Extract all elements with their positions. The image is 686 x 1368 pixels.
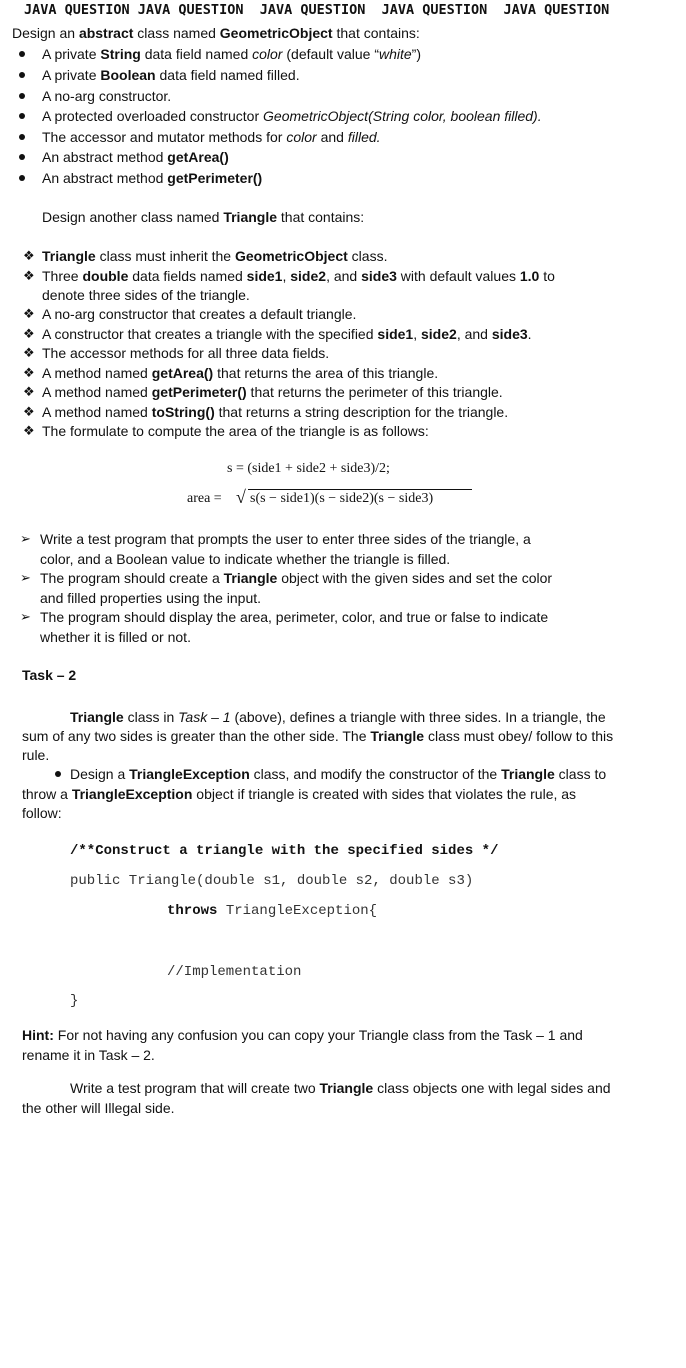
diamond-bullet-icon: ❖	[23, 404, 35, 419]
code-close-brace: }	[70, 993, 79, 1009]
bullet-item: A private String data field named color (default value “white”)	[42, 46, 421, 62]
test-item: The program should display the area, perimeter, color, and true or false to indicate	[40, 609, 549, 625]
code-throws: throws TriangleException{	[167, 903, 378, 919]
triangle-item: The accessor methods for all three data fields.	[42, 345, 330, 361]
task2-bullet-line: throw a TriangleException object if triangle is created with sides that violates the rule, as	[22, 786, 577, 802]
code-comment: /**Construct a triangle with the specified sides */	[70, 843, 499, 859]
bullet-icon	[19, 51, 25, 57]
bullet-icon	[19, 93, 25, 99]
diamond-bullet-icon: ❖	[23, 423, 35, 438]
final-para-line: the other will Illegal side.	[22, 1100, 175, 1116]
bullet-icon	[19, 175, 25, 181]
triangle-item: A constructor that creates a triangle with the specified side1, side2, and side3.	[42, 326, 532, 342]
triangle-item: Three double data fields named side1, side2, and side3 with default values 1.0 to	[42, 268, 555, 284]
diamond-bullet-icon: ❖	[23, 268, 35, 283]
triangle-item: A no-arg constructor that creates a default triangle.	[42, 306, 357, 322]
code-signature: public Triangle(double s1, double s2, double s3)	[70, 873, 474, 889]
hint-line: Hint: For not having any confusion you can copy your Triangle class from the Task – 1 and	[22, 1027, 583, 1043]
bullet-icon	[19, 72, 25, 78]
test-item-cont: color, and a Boolean value to indicate whether the triangle is filled.	[40, 551, 451, 567]
bullet-item: An abstract method getPerimeter()	[42, 170, 263, 186]
final-para-line: Write a test program that will create two Triangle class objects one with legal sides and	[70, 1080, 611, 1096]
area-formula-lhs: area =	[187, 491, 222, 506]
test-item: The program should create a Triangle object with the given sides and set the color	[40, 570, 553, 586]
triangle-item: A method named getArea() that returns the area of this triangle.	[42, 365, 439, 381]
task2-title: Task – 2	[22, 667, 77, 683]
bullet-item: The accessor and mutator methods for color and filled.	[42, 129, 381, 145]
task2-bullet-line: follow:	[22, 805, 62, 821]
triangle-item: A method named getPerimeter() that returns the perimeter of this triangle.	[42, 384, 503, 400]
diamond-bullet-icon: ❖	[23, 248, 35, 263]
bullet-item: An abstract method getArea()	[42, 149, 229, 165]
task2-para-line: sum of any two sides is greater than the other side. The Triangle class must obey/ follow to this	[22, 728, 614, 744]
triangle-item: A method named toString() that returns a string description for the triangle.	[42, 404, 509, 420]
diamond-bullet-icon: ❖	[23, 345, 35, 360]
task2-para-line: Triangle class in Task – 1 (above), defines a triangle with three sides. In a triangle, the	[70, 709, 606, 725]
task2-bullet-line: Design a TriangleException class, and modify the constructor of the Triangle class to	[70, 766, 607, 782]
bullet-item: A private Boolean data field named filled.	[42, 67, 300, 83]
bullet-icon	[55, 771, 61, 777]
area-formula-radicand: s(s − side1)(s − side2)(s − side3)	[250, 491, 434, 506]
triangle-item: Triangle class must inherit the GeometricObject class.	[42, 248, 388, 264]
bullet-icon	[19, 154, 25, 160]
diamond-bullet-icon: ❖	[23, 326, 35, 341]
sqrt-icon: √	[236, 487, 246, 507]
arrow-bullet-icon: ➢	[20, 609, 31, 624]
task2-para-line: rule.	[22, 747, 50, 763]
semiperimeter-formula: s = (side1 + side2 + side3)/2;	[227, 461, 390, 476]
arrow-bullet-icon: ➢	[20, 531, 31, 546]
task1-intro: Design an abstract class named GeometricObject that contains:	[12, 25, 420, 41]
triangle-item: The formulate to compute the area of the triangle is as follows:	[42, 423, 429, 439]
hint-line: rename it in Task – 2.	[22, 1047, 155, 1063]
bullet-item: A protected overloaded constructor GeometricObject(String color, boolean filled).	[42, 108, 542, 124]
diamond-bullet-icon: ❖	[23, 306, 35, 321]
test-item-cont: whether it is filled or not.	[40, 629, 191, 645]
triangle-intro: Design another class named Triangle that contains:	[42, 209, 365, 225]
page-header: JAVA QUESTION JAVA QUESTION JAVA QUESTION JAVA QUESTION JAVA QUESTION	[24, 2, 610, 18]
test-item: Write a test program that prompts the user to enter three sides of the triangle, a	[40, 531, 531, 547]
sqrt-bar	[248, 489, 472, 490]
arrow-bullet-icon: ➢	[20, 570, 31, 585]
diamond-bullet-icon: ❖	[23, 384, 35, 399]
bullet-icon	[19, 134, 25, 140]
bullet-icon	[19, 113, 25, 119]
test-item-cont: and filled properties using the input.	[40, 590, 262, 606]
code-implementation: //Implementation	[167, 964, 302, 980]
diamond-bullet-icon: ❖	[23, 365, 35, 380]
bullet-item: A no-arg constructor.	[42, 88, 172, 104]
triangle-item-cont: denote three sides of the triangle.	[42, 287, 250, 303]
